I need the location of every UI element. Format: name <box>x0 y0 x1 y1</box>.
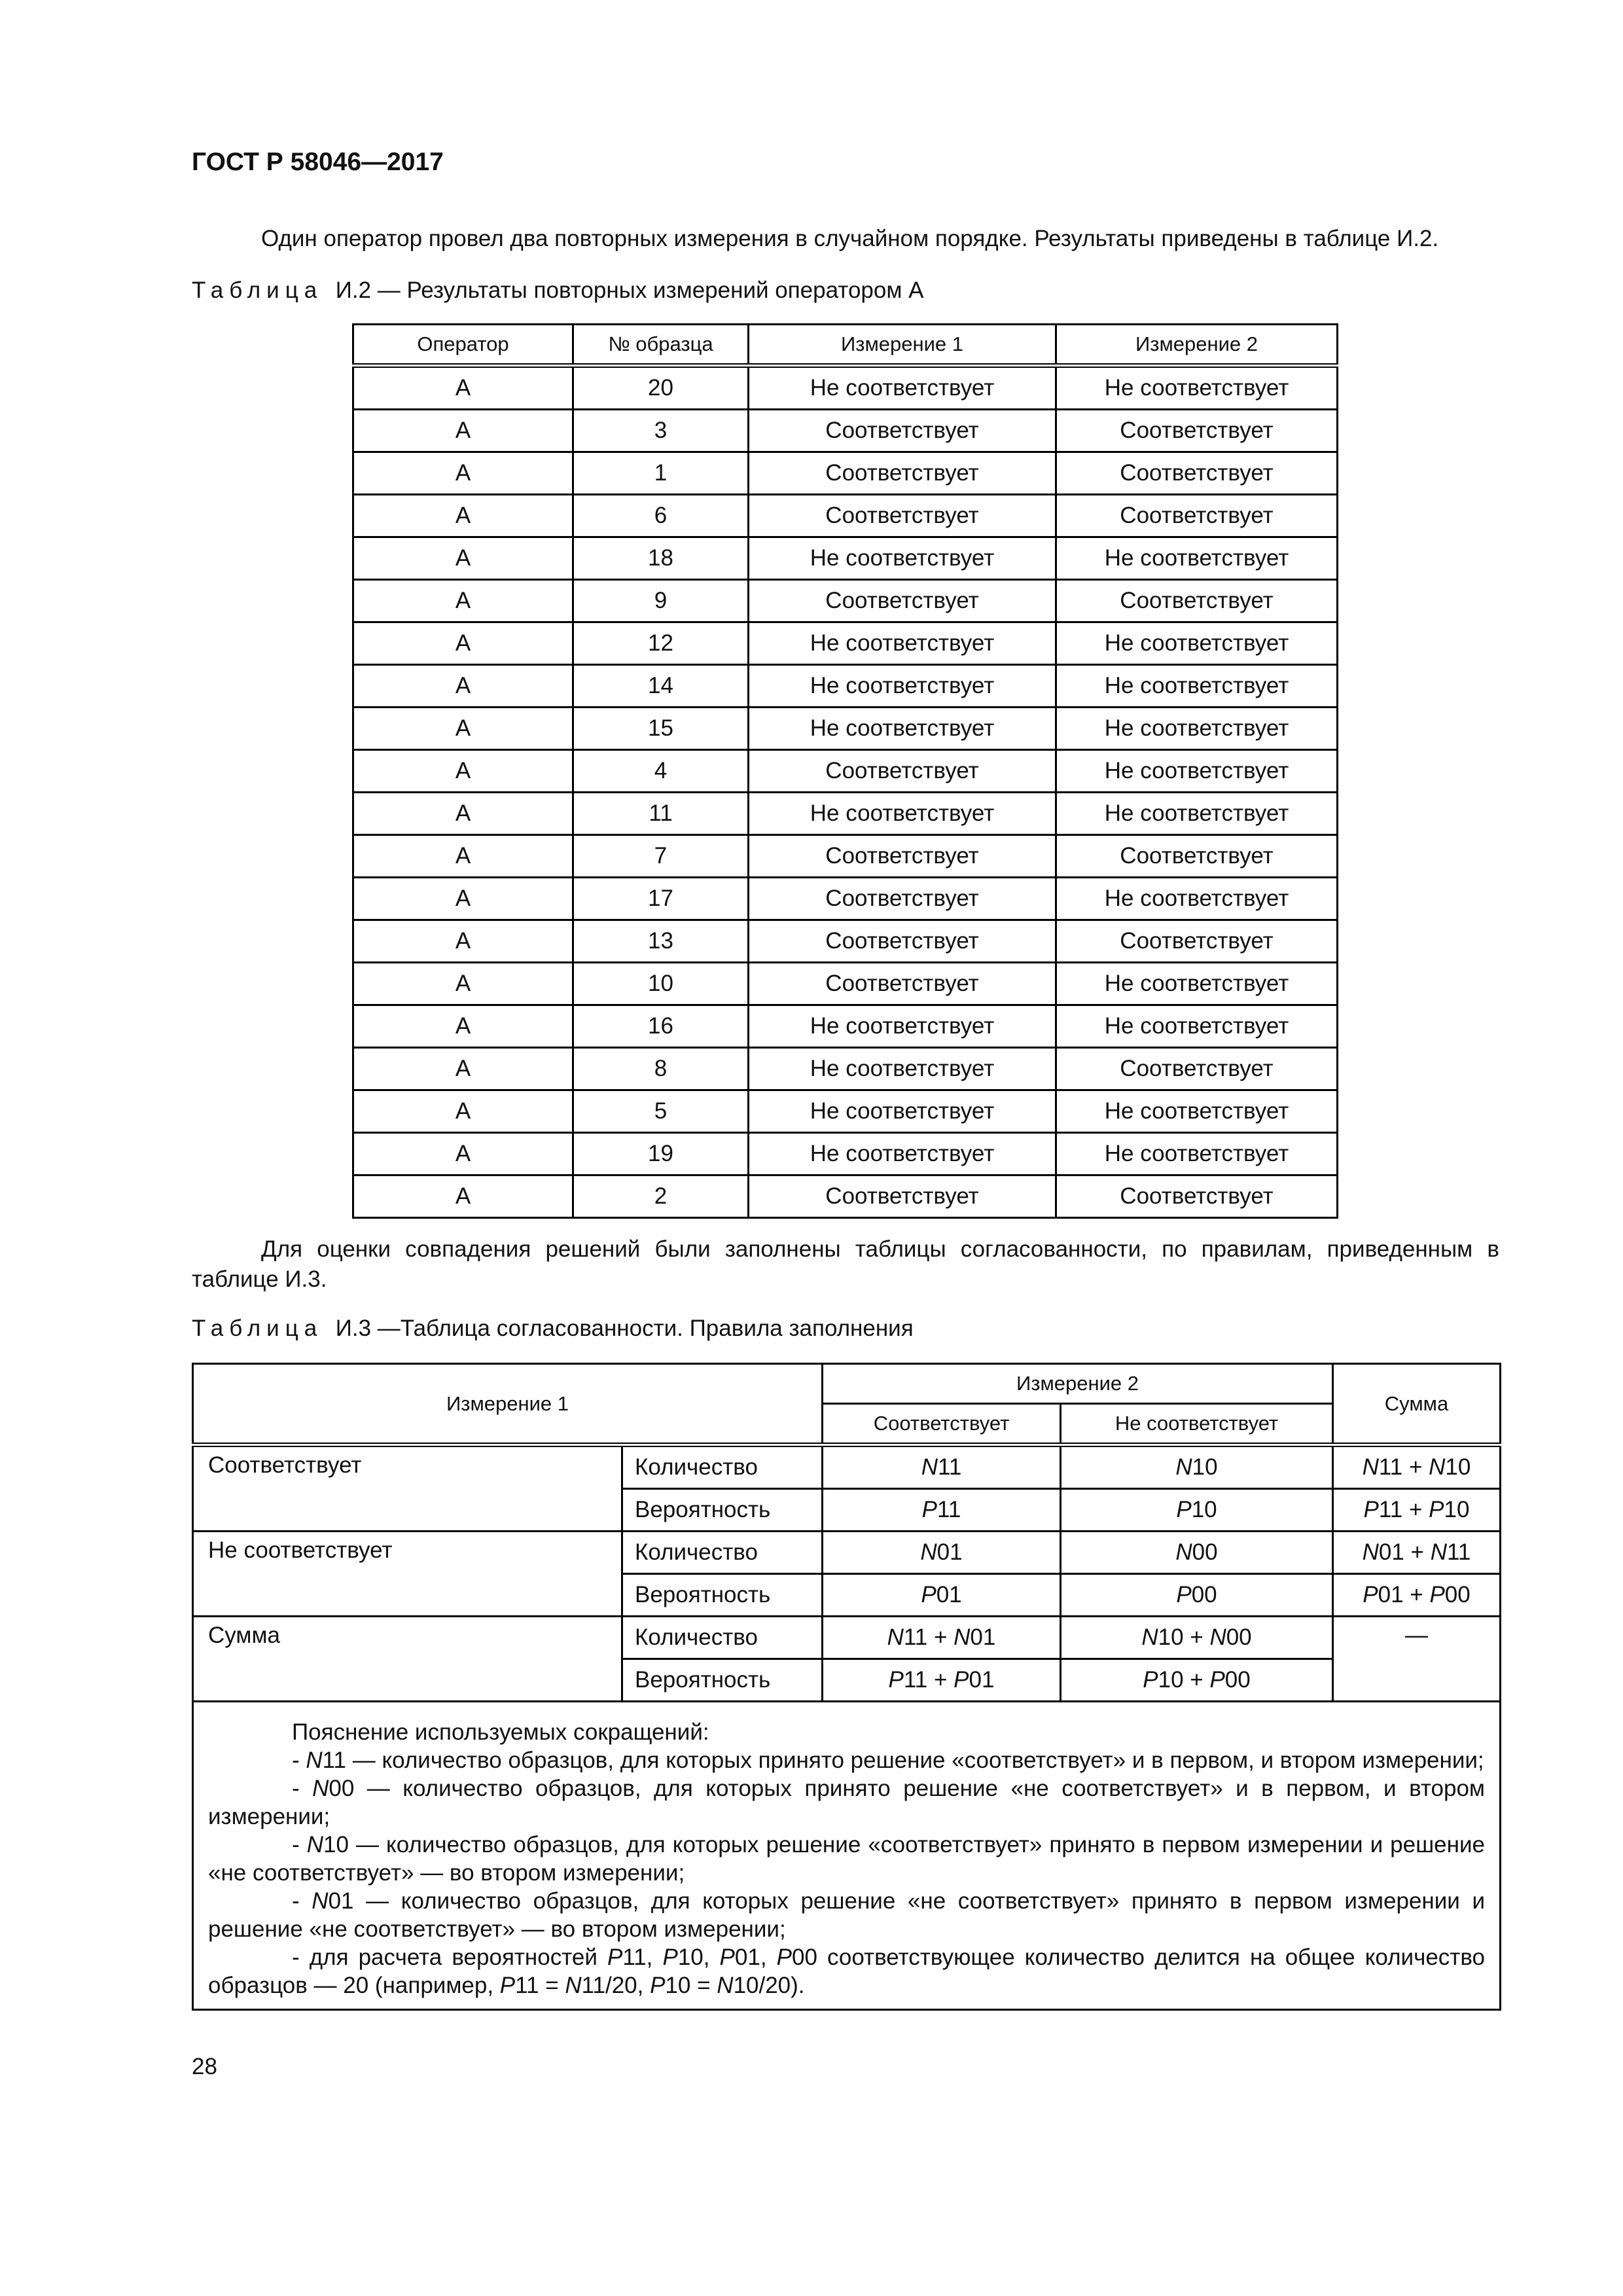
table-row <box>353 750 1338 793</box>
cell-measurement-2: Не соответствует <box>1056 366 1338 410</box>
cell-measurement-2: Не соответствует <box>1056 1005 1338 1048</box>
document-header: ГОСТ Р 58046—2017 <box>192 148 444 176</box>
notes-row <box>193 1702 1501 2010</box>
middle-paragraph <box>192 1234 1499 1295</box>
table-i2 <box>352 323 1338 1219</box>
table-row <box>353 452 1338 495</box>
table-row <box>353 708 1338 750</box>
cell-sample-number: 5 <box>573 1090 749 1133</box>
cell-measurement-2: Соответствует <box>1056 920 1338 963</box>
cell-measurement-2: Соответствует <box>1056 580 1338 622</box>
cell-value: N11 + N01 <box>823 1617 1061 1659</box>
cell-measurement-2: Не соответствует <box>1056 878 1338 920</box>
cell-value: P11 + P01 <box>823 1659 1061 1702</box>
cell-measurement-2: Не соответствует <box>1056 537 1338 580</box>
table-row <box>353 963 1338 1005</box>
row-sub-label: Количество <box>622 1445 823 1489</box>
table-row <box>193 1617 1501 1659</box>
cell-value: P10 + P00 <box>1061 1659 1333 1702</box>
column-header-sample: № образца <box>573 325 749 366</box>
cell-sample-number: 13 <box>573 920 749 963</box>
note-item: - N10 — количество образцов, для которых решение «соответствует» принято в первом измерении и решение «не соответствует» — во втором измерении; <box>208 1832 1485 1886</box>
table-i2-body <box>353 366 1338 1218</box>
cell-operator: А <box>353 495 573 537</box>
cell-sample-number: 1 <box>573 452 749 495</box>
cell-sample-number: 16 <box>573 1005 749 1048</box>
cell-operator: А <box>353 1133 573 1175</box>
cell-value: N00 <box>1061 1532 1333 1574</box>
cell-operator: А <box>353 708 573 750</box>
table-row <box>353 495 1338 537</box>
header-measurement-1: Измерение 1 <box>193 1364 823 1445</box>
caption-word: Таблица <box>192 278 323 303</box>
notes-cell <box>193 1702 1501 2010</box>
cell-measurement-1: Не соответствует <box>749 1090 1056 1133</box>
table-i3 <box>192 1363 1501 2011</box>
table-row <box>353 1175 1338 1218</box>
cell-measurement-1: Соответствует <box>749 452 1056 495</box>
cell-sum-dash: — <box>1333 1617 1501 1702</box>
group-label-fail: Не соответствует <box>193 1532 622 1617</box>
row-sub-label: Вероятность <box>622 1659 823 1702</box>
table-row <box>353 665 1338 708</box>
cell-operator: А <box>353 452 573 495</box>
cell-measurement-1: Не соответствует <box>749 537 1056 580</box>
cell-sample-number: 15 <box>573 708 749 750</box>
cell-operator: А <box>353 835 573 878</box>
cell-measurement-1: Не соответствует <box>749 622 1056 665</box>
cell-sample-number: 9 <box>573 580 749 622</box>
cell-measurement-1: Соответствует <box>749 835 1056 878</box>
cell-operator: А <box>353 1175 573 1218</box>
cell-sum: P11 + P10 <box>1333 1489 1501 1532</box>
cell-measurement-1: Соответствует <box>749 410 1056 452</box>
table-row <box>353 878 1338 920</box>
cell-operator: А <box>353 1048 573 1090</box>
cell-value: N01 <box>823 1532 1061 1574</box>
cell-operator: А <box>353 878 573 920</box>
table-row <box>353 410 1338 452</box>
note-item: - N00 — количество образцов, для которых принято решение «не соответствует» и в первом, и втором измерении; <box>208 1776 1485 1829</box>
cell-sample-number: 2 <box>573 1175 749 1218</box>
cell-sample-number: 7 <box>573 835 749 878</box>
table-row <box>353 793 1338 835</box>
table-row <box>353 1005 1338 1048</box>
table-row <box>193 1445 1501 1489</box>
table-i3-caption <box>192 1314 914 1344</box>
cell-measurement-2: Не соответствует <box>1056 708 1338 750</box>
cell-sample-number: 4 <box>573 750 749 793</box>
header-measurement-2: Измерение 2 <box>823 1364 1333 1404</box>
cell-measurement-1: Не соответствует <box>749 708 1056 750</box>
cell-measurement-1: Соответствует <box>749 920 1056 963</box>
cell-operator: А <box>353 366 573 410</box>
cell-measurement-1: Соответствует <box>749 1175 1056 1218</box>
cell-value: N11 <box>823 1445 1061 1489</box>
row-sub-label: Вероятность <box>622 1489 823 1532</box>
cell-measurement-2: Соответствует <box>1056 1048 1338 1090</box>
cell-measurement-1: Соответствует <box>749 750 1056 793</box>
row-sub-label: Количество <box>622 1532 823 1574</box>
cell-value: P10 <box>1061 1489 1333 1532</box>
table-row <box>353 1048 1338 1090</box>
cell-operator: А <box>353 622 573 665</box>
cell-measurement-2: Не соответствует <box>1056 622 1338 665</box>
cell-operator: А <box>353 410 573 452</box>
cell-measurement-2: Не соответствует <box>1056 1133 1338 1175</box>
table-i2-caption <box>192 276 923 306</box>
cell-measurement-1: Соответствует <box>749 495 1056 537</box>
table-row <box>353 1090 1338 1133</box>
table-row <box>353 1133 1338 1175</box>
cell-measurement-1: Не соответствует <box>749 366 1056 410</box>
column-header-measurement-1: Измерение 1 <box>749 325 1056 366</box>
table-i3-header-row-1 <box>193 1364 1501 1404</box>
cell-measurement-2: Не соответствует <box>1056 1090 1338 1133</box>
cell-measurement-1: Не соответствует <box>749 1048 1056 1090</box>
cell-value: P01 <box>823 1574 1061 1617</box>
cell-sample-number: 14 <box>573 665 749 708</box>
cell-sample-number: 19 <box>573 1133 749 1175</box>
cell-sample-number: 20 <box>573 366 749 410</box>
notes-title: Пояснение используемых сокращений: <box>292 1719 709 1745</box>
group-label-sum: Сумма <box>193 1617 622 1702</box>
caption-word: Таблица <box>192 1316 323 1341</box>
cell-sum: N01 + N11 <box>1333 1532 1501 1574</box>
caption-rest: И.2 — Результаты повторных измерений оператором А <box>335 278 924 303</box>
table-row <box>353 580 1338 622</box>
table-row <box>353 537 1338 580</box>
cell-measurement-2: Не соответствует <box>1056 963 1338 1005</box>
table-row <box>353 366 1338 410</box>
cell-measurement-1: Соответствует <box>749 878 1056 920</box>
cell-operator: А <box>353 1005 573 1048</box>
cell-sample-number: 11 <box>573 793 749 835</box>
cell-sum: P01 + P00 <box>1333 1574 1501 1617</box>
cell-sample-number: 3 <box>573 410 749 452</box>
note-item: - для расчета вероятностей P11, P10, P01, P00 соответствующее количество делится на общее количество образцов — 20 (например, P11 = N11/20, P10 = N10/20). <box>208 1945 1485 1998</box>
cell-measurement-1: Не соответствует <box>749 793 1056 835</box>
table-row <box>353 835 1338 878</box>
cell-value: N10 <box>1061 1445 1333 1489</box>
column-header-operator: Оператор <box>353 325 573 366</box>
cell-sum: N11 + N10 <box>1333 1445 1501 1489</box>
cell-measurement-2: Соответствует <box>1056 410 1338 452</box>
cell-sample-number: 8 <box>573 1048 749 1090</box>
cell-operator: А <box>353 580 573 622</box>
cell-measurement-1: Соответствует <box>749 963 1056 1005</box>
intro-paragraph <box>192 224 1499 254</box>
cell-operator: А <box>353 963 573 1005</box>
cell-operator: А <box>353 665 573 708</box>
cell-sample-number: 6 <box>573 495 749 537</box>
cell-operator: А <box>353 537 573 580</box>
cell-sample-number: 18 <box>573 537 749 580</box>
cell-measurement-2: Не соответствует <box>1056 665 1338 708</box>
cell-measurement-2: Не соответствует <box>1056 793 1338 835</box>
middle-text: Для оценки совпадения решений были заполнены таблицы согласованности, по правилам, приведенным в таблице И.3. <box>192 1236 1499 1292</box>
note-item: - N01 — количество образцов, для которых решение «не соответствует» принято в первом измерении и решение «не соответствует» — во втором измерении; <box>208 1888 1485 1942</box>
cell-sample-number: 10 <box>573 963 749 1005</box>
cell-measurement-2: Не соответствует <box>1056 750 1338 793</box>
page-number: 28 <box>192 2054 217 2079</box>
cell-measurement-1: Не соответствует <box>749 665 1056 708</box>
cell-measurement-1: Не соответствует <box>749 1005 1056 1048</box>
cell-operator: А <box>353 920 573 963</box>
cell-operator: А <box>353 793 573 835</box>
cell-value: P11 <box>823 1489 1061 1532</box>
table-i2-header-row <box>353 325 1338 366</box>
cell-measurement-2: Соответствует <box>1056 1175 1338 1218</box>
header-m2-pass: Соответствует <box>823 1404 1061 1445</box>
row-sub-label: Вероятность <box>622 1574 823 1617</box>
cell-value: N10 + N00 <box>1061 1617 1333 1659</box>
table-row <box>353 622 1338 665</box>
cell-measurement-2: Соответствует <box>1056 452 1338 495</box>
table-row <box>353 920 1338 963</box>
cell-operator: А <box>353 750 573 793</box>
intro-text: Один оператор провел два повторных измерения в случайном порядке. Результаты приведены в таблице И.2. <box>261 226 1439 251</box>
header-m2-fail: Не соответствует <box>1061 1404 1333 1445</box>
cell-operator: А <box>353 1090 573 1133</box>
caption-rest: И.3 —Таблица согласованности. Правила заполнения <box>335 1316 914 1341</box>
note-item: - N11 — количество образцов, для которых принято решение «соответствует» и в первом, и втором измерении; <box>292 1748 1484 1773</box>
group-label-pass: Соответствует <box>193 1445 622 1532</box>
header-sum: Сумма <box>1333 1364 1501 1445</box>
cell-measurement-2: Соответствует <box>1056 495 1338 537</box>
cell-measurement-2: Соответствует <box>1056 835 1338 878</box>
column-header-measurement-2: Измерение 2 <box>1056 325 1338 366</box>
row-sub-label: Количество <box>622 1617 823 1659</box>
cell-measurement-1: Соответствует <box>749 580 1056 622</box>
cell-sample-number: 17 <box>573 878 749 920</box>
cell-value: P00 <box>1061 1574 1333 1617</box>
table-i3-body <box>193 1445 1501 2010</box>
table-row <box>193 1532 1501 1574</box>
cell-measurement-1: Не соответствует <box>749 1133 1056 1175</box>
cell-sample-number: 12 <box>573 622 749 665</box>
